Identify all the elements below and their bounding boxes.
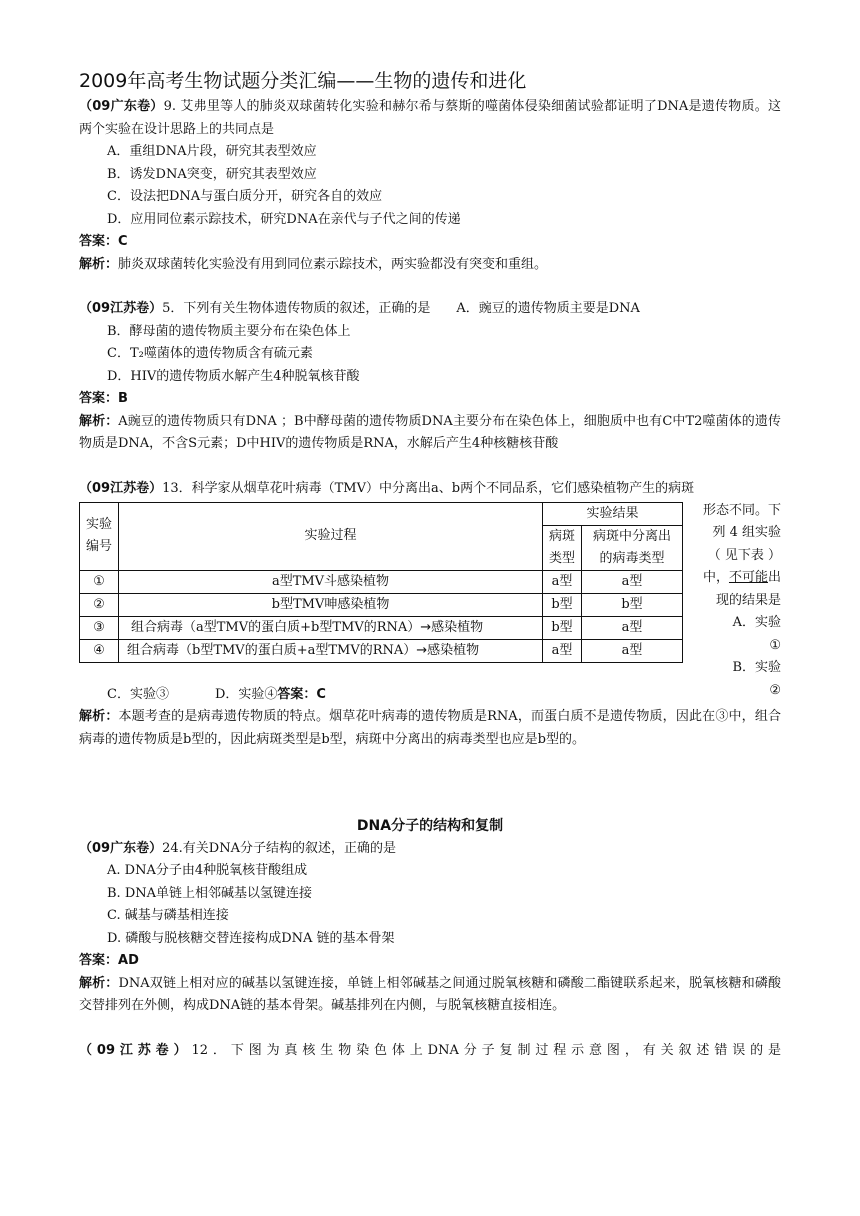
question-13-side-text <box>693 500 781 703</box>
cell-process <box>119 593 543 616</box>
process-text: a型TMV斗感染植物 <box>271 573 390 589</box>
option-c: C. 碱基与磷基相连接 <box>107 908 229 923</box>
question-text: 24.有关DNA分子结构的叙述，正确的是 <box>162 840 396 856</box>
process-text: b型TMV呻感染植物 <box>271 596 390 612</box>
side-line: 列 4 组实验 <box>712 525 781 540</box>
cell-process <box>119 616 543 639</box>
question-12-stem <box>79 1040 781 1063</box>
cell-type: b型 <box>543 593 582 616</box>
option-d: D．应用同位素示踪技术，研究DNA在亲代与子代之间的传递 <box>107 211 461 227</box>
table-row <box>80 593 683 616</box>
arrow-text: →感染植物 <box>420 619 484 635</box>
option-a: A．重组DNA片段，研究其表型效应 <box>107 144 317 159</box>
process-text: 组合病毒（b型TMV的蛋白质+a型TMV的RNA） <box>127 642 417 658</box>
option-a: A. DNA分子由4种脱氧核苷酸组成 <box>107 863 308 878</box>
cell-virus: a型 <box>582 639 683 662</box>
answer-value: C <box>316 686 326 702</box>
header-text: 编号 <box>85 539 112 554</box>
cell-virus: b型 <box>582 593 683 616</box>
answer-value: B <box>118 391 128 406</box>
cell-id: ④ <box>80 639 119 662</box>
header-text: 病斑 <box>548 528 575 544</box>
question-source: （09江苏卷） <box>79 480 163 496</box>
option-b: B．实验 <box>732 660 781 675</box>
answer-label: 答案： <box>79 953 119 968</box>
header-text: 实验 <box>85 517 112 532</box>
side-line: 形态不同。下 <box>702 502 781 518</box>
table-row <box>80 570 683 593</box>
side-text-underlined: 不可能 <box>728 570 768 585</box>
cell-process <box>119 570 543 593</box>
option-b: B．酵母菌的遗传物质主要分布在染色体上 <box>107 323 351 339</box>
analysis-line <box>79 706 781 751</box>
option-d: D. 磷酸与脱核糖交替连接构成DNA 链的基本骨架 <box>107 930 395 946</box>
analysis-label: 解析： <box>79 975 119 991</box>
header-virus <box>582 525 683 570</box>
analysis-text: 本题考查的是病毒遗传物质的特点。烟草花叶病毒的遗传物质是RNA，而蛋白质不是遗传物质，因此在③中，组合病毒的遗传物质是b型的，因此病斑类型是b型，病斑中分离出的病毒类型也应是b型的。 <box>79 709 781 747</box>
question-text: 9. 艾弗里等人的肺炎双球菌转化实验和赫尔希与蔡斯的噬菌体侵染细菌试验都证明了DNA是遗传物质。这两个实验在设计思路上的共同点是 <box>79 99 781 137</box>
side-text: 中， <box>702 570 729 585</box>
option-d: D．HIV的遗传物质水解产生4种脱氧核苷酸 <box>107 368 360 384</box>
cell-virus: a型 <box>582 570 683 593</box>
question-24-stem <box>79 838 781 861</box>
experiment-table <box>79 502 683 663</box>
option-d: D．实验④ <box>214 686 278 702</box>
side-line: 现的结果是 <box>715 592 781 608</box>
option-c: C．T₂噬菌体的遗传物质含有硫元素 <box>107 346 313 361</box>
side-line <box>693 567 781 590</box>
question-text: 5．下列有关生物体遗传物质的叙述，正确的是 A．豌豆的遗传物质主要是DNA <box>162 301 640 316</box>
header-result: 实验结果 <box>543 502 683 525</box>
cell-id: ③ <box>80 616 119 639</box>
answer-line <box>79 231 781 254</box>
option-b: B. DNA单链上相邻碱基以氢键连接 <box>107 885 313 901</box>
arrow-text: →感染植物 <box>416 642 480 658</box>
option-a-num: ① <box>769 637 781 653</box>
options-cd-line <box>79 684 781 707</box>
option-c: C．设法把DNA与蛋白质分开，研究各自的效应 <box>107 189 383 204</box>
header-id <box>80 502 119 570</box>
header-text: 病斑中分离出 <box>592 528 671 544</box>
side-line: （ 见下表 ） <box>707 547 781 563</box>
option-c: C．实验③ <box>107 686 169 702</box>
question-source: （09江苏卷） <box>79 1042 192 1058</box>
analysis-text: A豌豆的遗传物质只有DNA ；B中酵母菌的遗传物质DNA主要分布在染色体上，细胞质中也有C中T2噬菌体的遗传物质是DNA，不含S元素；D中HIV的遗传物质是RNA，水解后产生4种核糖核苷酸 <box>79 413 781 451</box>
analysis-line <box>79 973 781 1018</box>
section-heading: DNA分子的结构和复制 <box>356 818 504 834</box>
analysis-text: 肺炎双球菌转化实验没有用到同位素示踪技术，两实验都没有突变和重组。 <box>118 256 548 272</box>
cell-type: b型 <box>543 616 582 639</box>
analysis-label: 解析： <box>79 709 119 724</box>
question-source: （09广东卷） <box>79 840 163 856</box>
header-text: 类型 <box>548 550 575 566</box>
analysis-label: 解析： <box>79 256 119 272</box>
header-text: 的病毒类型 <box>599 550 665 566</box>
answer-line <box>79 388 781 411</box>
question-9-stem <box>79 96 781 141</box>
header-process: 实验过程 <box>119 502 543 570</box>
answer-line <box>79 950 781 973</box>
cell-process <box>119 639 543 662</box>
option-b: B．诱发DNA突变，研究其表型效应 <box>107 166 317 182</box>
table-row <box>80 639 683 662</box>
question-13-stem <box>79 478 781 501</box>
cell-type: a型 <box>543 570 582 593</box>
question-text: 12．下图为真核生物染色体上DNA分子复制过程示意图，有关叙述错误的是 <box>191 1042 782 1058</box>
page-title: 2009年高考生物试题分类汇编——生物的遗传和进化 <box>79 70 527 92</box>
answer-value: C <box>118 234 128 249</box>
answer-value: AD <box>118 953 139 968</box>
analysis-line <box>79 254 781 277</box>
header-type <box>543 525 582 570</box>
analysis-line <box>79 411 781 456</box>
analysis-text: DNA双链上相对应的碱基以氢键连接，单链上相邻碱基之间通过脱氧核糖和磷酸二酯键联系起来，脱氧核糖和磷酸交替排列在外侧，构成DNA链的基本骨架。碱基排列在内侧，与脱氧核糖直接相连。 <box>79 975 781 1013</box>
question-source: （09江苏卷） <box>79 301 163 316</box>
cell-virus: a型 <box>582 616 683 639</box>
table-row <box>80 616 683 639</box>
option-a: A．实验 <box>732 615 781 630</box>
answer-label: 答案： <box>79 391 119 406</box>
analysis-label: 解析： <box>79 413 119 429</box>
cell-type: a型 <box>543 639 582 662</box>
question-text: 13．科学家从烟草花叶病毒（TMV）中分离出a、b两个不同品系，它们感染植物产生的病斑 <box>162 480 695 496</box>
answer-label: 答案： <box>277 686 317 702</box>
option-b-num: ② <box>769 682 781 698</box>
cell-id: ① <box>80 570 119 593</box>
answer-label: 答案： <box>79 234 119 249</box>
document-page <box>79 66 781 1062</box>
question-5-stem <box>79 298 781 321</box>
question-source: （09广东卷） <box>79 99 164 114</box>
cell-id: ② <box>80 593 119 616</box>
process-text: 组合病毒（a型TMV的蛋白质+b型TMV的RNA） <box>131 619 421 635</box>
side-text: 出 <box>767 570 781 585</box>
